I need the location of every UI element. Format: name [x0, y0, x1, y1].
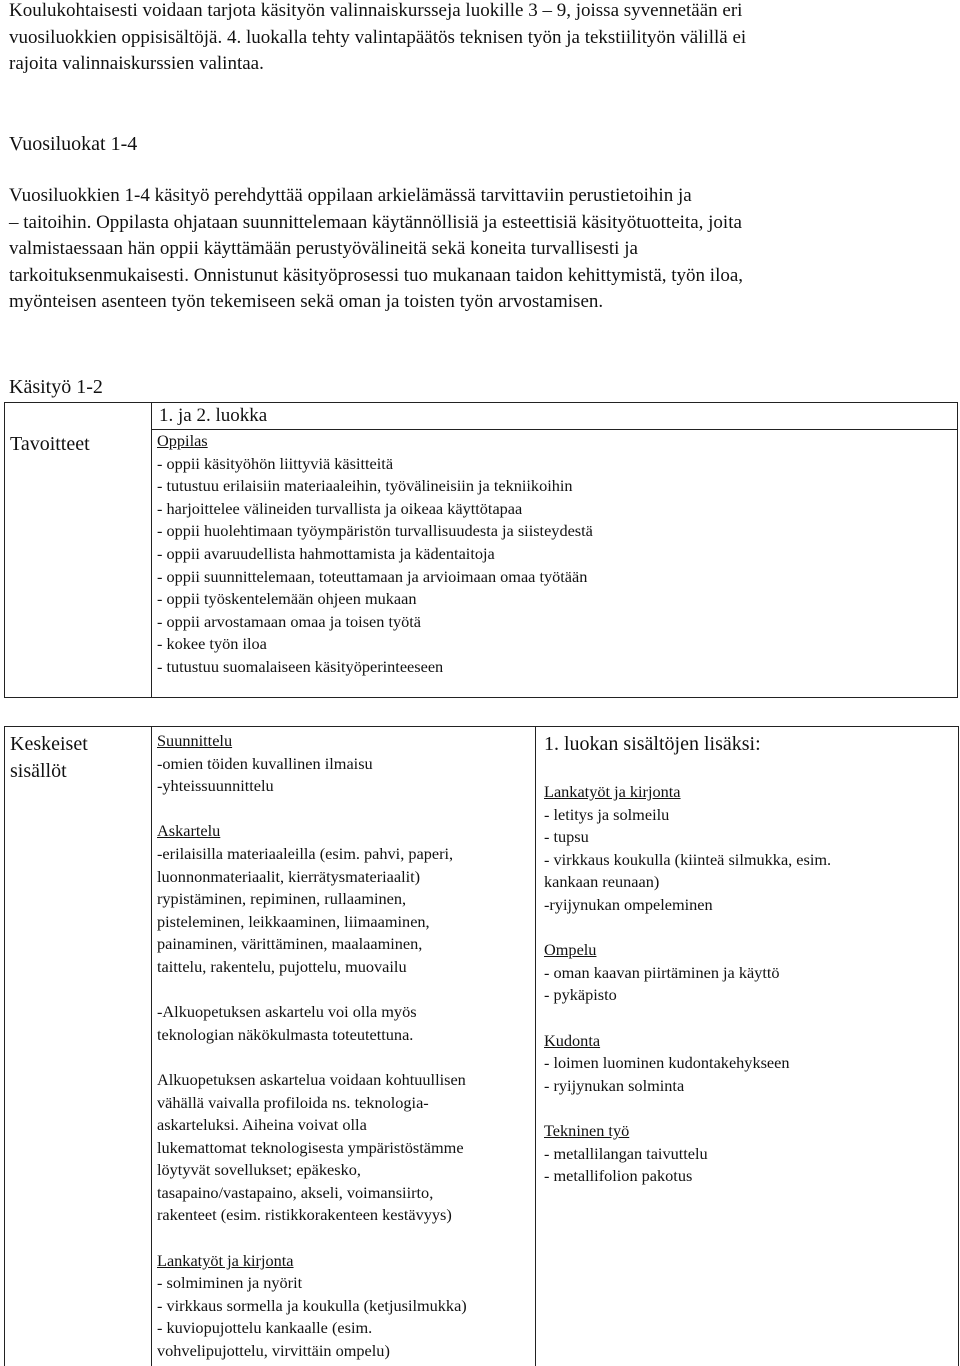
content-line: - pykäpisto — [544, 985, 617, 1005]
content-line: kankaan reunaan) — [544, 872, 660, 892]
content-line: - solmiminen ja nyörit — [157, 1273, 303, 1293]
table-divider — [535, 727, 536, 1366]
body-line: valmistaessaan hän oppii käyttämään perustyövälineitä sekä koneita turvallisesti ja — [9, 238, 638, 259]
content-line: teknologian näkökulmasta toteutettuna. — [157, 1024, 414, 1044]
content-line: - metallifolion pakotus — [544, 1166, 693, 1186]
grade-header: 1. ja 2. luokka — [159, 405, 268, 426]
spacer — [544, 1097, 831, 1120]
content-line: löytyvät sovellukset; epäkesko, — [157, 1160, 361, 1180]
grade1-content — [157, 730, 467, 1363]
spacer — [544, 1007, 831, 1030]
goal-item: - oppii suunnittelemaan, toteuttamaan ja arvioimaan omaa työtään — [157, 566, 588, 586]
kudonta-heading: Kudonta — [544, 1030, 601, 1050]
content-line: - kuviopujottelu kankaalle (esim. — [157, 1318, 373, 1338]
content-line: rakenteet (esim. ristikkorakenteen kestävyys) — [157, 1205, 452, 1225]
body-line: myönteisen asenteen työn tekemiseen sekä oman ja toisten työn arvostamisen. — [9, 291, 604, 312]
content-line: Alkuopetuksen askartelua voidaan kohtuullisen — [157, 1069, 466, 1089]
content-line: -Alkuopetuksen askartelu voi olla myös — [157, 1002, 417, 1022]
content-line: - ryijynukan solminta — [544, 1075, 685, 1095]
content-line: - tupsu — [544, 827, 589, 847]
goal-item: - oppii huolehtimaan työympäristön turvallisuudesta ja siisteydestä — [157, 521, 593, 541]
content-line: pisteleminen, leikkaaminen, liimaaminen, — [157, 911, 430, 931]
table-divider — [151, 403, 152, 697]
spacer — [544, 917, 831, 940]
content-line: -omien töiden kuvallinen ilmaisu — [157, 753, 373, 773]
content-line: lukemattomat teknologisesta ympäristöstämme — [157, 1137, 464, 1157]
content-table — [4, 726, 959, 1366]
goal-item: - oppii käsityöhön liittyviä käsitteitä — [157, 453, 394, 473]
content-line: - metallilangan taivuttelu — [544, 1143, 708, 1163]
grade2-content — [544, 781, 831, 1188]
row-label-line: sisällöt — [10, 760, 67, 782]
suunnittelu-heading: Suunnittelu — [157, 731, 233, 750]
content-line: taittelu, rakentelu, pujottelu, muovailu — [157, 956, 407, 976]
section-heading: Vuosiluokat 1-4 — [9, 133, 138, 155]
goal-item: - harjoittelee välineiden turvallista ja oikeaa käyttötapaa — [157, 498, 523, 518]
ompelu-heading: Ompelu — [544, 940, 597, 960]
content-line: painaminen, värittäminen, maalaaminen, — [157, 934, 423, 954]
content-line: - letitys ja solmeilu — [544, 804, 670, 824]
lankatyot-heading: Lankatyöt ja kirjonta — [157, 1250, 294, 1270]
spacer — [157, 1046, 467, 1069]
goal-item: - oppii työskentelemään ohjeen mukaan — [157, 589, 417, 609]
lankatyot-heading: Lankatyöt ja kirjonta — [544, 782, 681, 801]
content-line: - loimen luominen kudontakehykseen — [544, 1053, 790, 1073]
intro-paragraph — [9, 0, 746, 78]
body-line: Vuosiluokkien 1-4 käsityö perehdyttää oppilaan arkielämässä tarvittaviin perustietoihin ja — [9, 185, 692, 206]
content-line: - virkkaus koukulla (kiinteä silmukka, esim. — [544, 849, 832, 869]
spacer — [157, 798, 467, 821]
section-body — [9, 183, 743, 316]
goal-item: - oppii avaruudellista hahmottamista ja kädentaitoja — [157, 543, 495, 563]
goals-list — [157, 430, 593, 679]
intro-line: Koulukohtaisesti voidaan tarjota käsityön valinnaiskursseja luokille 3 – 9, joissa syvennetään eri — [9, 0, 743, 21]
row-label-line: Keskeiset — [10, 733, 88, 755]
content-line: vohvelipujottelu, virvittäin ompelu) — [157, 1341, 390, 1361]
content-line: -ryijynukan ompeleminen — [544, 894, 713, 914]
intro-line: vuosiluokkien oppisisältöjä. 4. luokalla tehty valintapäätös teknisen työn ja tekstiilityön välillä ei — [9, 26, 747, 48]
goal-item: - tutustuu erilaisiin materiaaleihin, työvälineisiin ja tekniikoihin — [157, 476, 573, 496]
content-line: tasapaino/vastapaino, akseli, voimansiirto, — [157, 1182, 434, 1202]
subject-heading: Käsityö 1-2 — [9, 376, 103, 398]
content-line: askarteluksi. Aiheina voivat olla — [157, 1115, 367, 1135]
content-line: luonnonmateriaalit, kierrätysmateriaalit) — [157, 866, 421, 886]
content-line: vähällä vaivalla profiloida ns. teknologia- — [157, 1092, 429, 1112]
goal-item: - oppii arvostamaan omaa ja toisen työtä — [157, 611, 422, 631]
content-line: rypistäminen, repiminen, rullaaminen, — [157, 889, 407, 909]
content-line: -erilaisilla materiaaleilla (esim. pahvi, paperi, — [157, 843, 454, 863]
goal-item: - tutustuu suomalaiseen käsityöperinteeseen — [157, 656, 444, 676]
spacer — [157, 1227, 467, 1250]
content-line: - virkkaus sormella ja koukulla (ketjusilmukka) — [157, 1295, 467, 1315]
askartelu-heading: Askartelu — [157, 821, 221, 841]
grade2-heading: 1. luokan sisältöjen lisäksi: — [544, 733, 761, 755]
content-line: -yhteissuunnittelu — [157, 776, 274, 796]
goal-item: - kokee työn iloa — [157, 634, 267, 654]
goals-table — [4, 402, 958, 698]
body-line: – taitoihin. Oppilasta ohjataan suunnittelemaan käytännöllisiä ja esteettisiä käsityötuotteita, joita — [9, 211, 742, 233]
table-divider — [151, 727, 152, 1366]
row-label-tavoitteet: Tavoitteet — [10, 433, 90, 455]
spacer — [157, 979, 467, 1002]
oppilas-heading: Oppilas — [157, 431, 208, 450]
intro-line: rajoita valinnaiskurssien valintaa. — [9, 53, 264, 74]
content-line: - oman kaavan piirtäminen ja käyttö — [544, 962, 780, 982]
row-label-keskeiset-sisallot — [10, 731, 88, 785]
body-line: tarkoituksenmukaisesti. Onnistunut käsityöprosessi tuo mukanaan taidon kehittymistä, työn iloa, — [9, 264, 744, 286]
tekninen-tyo-heading: Tekninen työ — [544, 1120, 630, 1140]
